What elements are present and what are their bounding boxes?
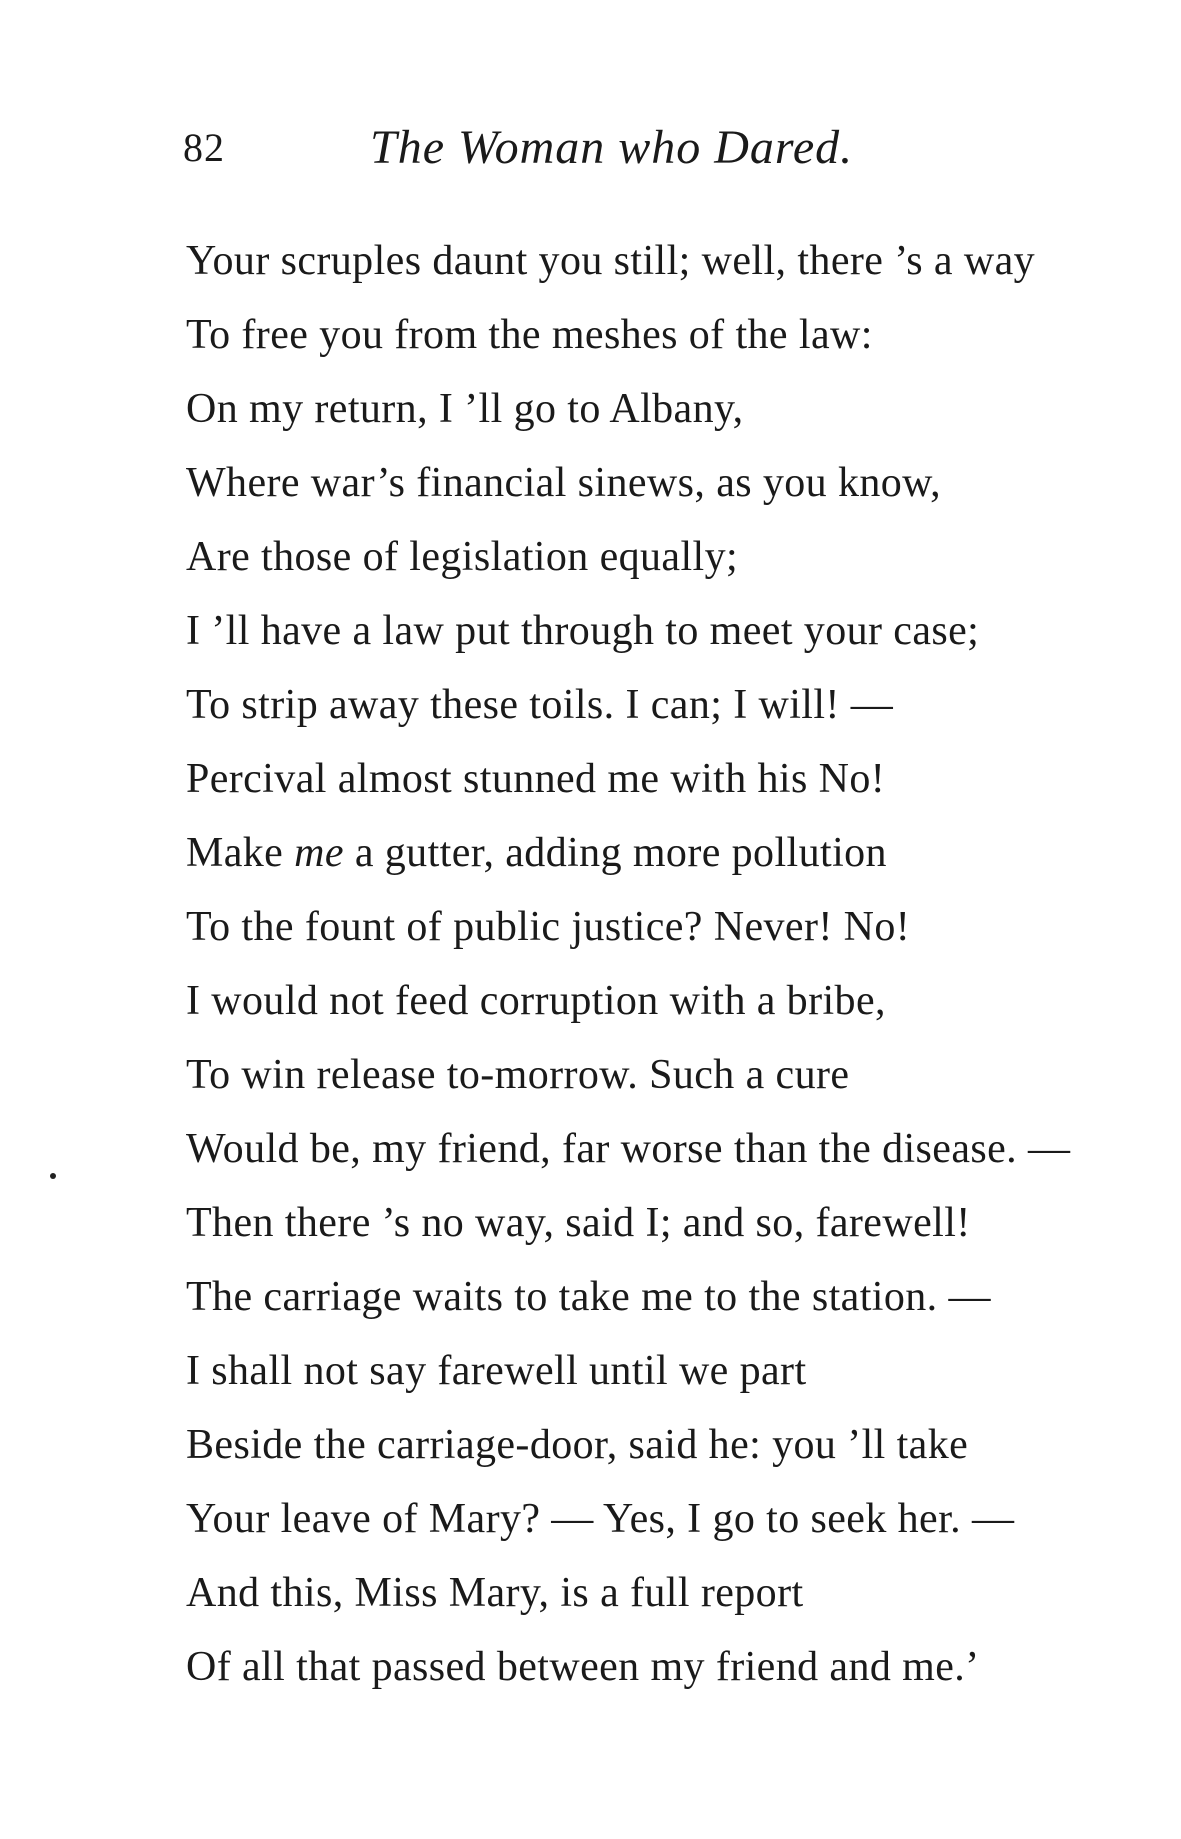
running-title: The Woman who Dared.: [370, 121, 854, 174]
poem-line: Your scruples daunt you still; well, there ’s a way: [186, 238, 1036, 284]
poem-line: To the fount of public justice? Never! No!: [186, 904, 911, 950]
poem-line: I ’ll have a law put through to meet your case;: [186, 608, 980, 654]
poem-line: To free you from the meshes of the law:: [186, 312, 873, 358]
poem-line: And this, Miss Mary, is a full report: [186, 1570, 804, 1616]
poem-line: I shall not say farewell until we part: [186, 1348, 807, 1394]
italic-word: me: [294, 830, 344, 876]
poem-line: Beside the carriage-door, said he: you ’ll take: [186, 1422, 969, 1468]
poem-line: Are those of legislation equally;: [186, 534, 739, 580]
poem-line-rest: a gutter, adding more pollution: [354, 830, 887, 876]
ink-speck: [50, 1173, 56, 1179]
poem-line: Your leave of Mary? — Yes, I go to seek her. —: [186, 1496, 1015, 1542]
poem-line: Where war’s financial sinews, as you know,: [186, 460, 942, 506]
poem-line-start: Make: [186, 830, 284, 876]
poem-line: To strip away these toils. I can; I will! —: [186, 682, 894, 728]
page-header: [183, 118, 1083, 178]
poem-line: On my return, I ’ll go to Albany,: [186, 386, 744, 432]
poem-line: Of all that passed between my friend and me.’: [186, 1644, 980, 1690]
poem-line: The carriage waits to take me to the station. —: [186, 1274, 991, 1320]
poem-line: I would not feed corruption with a bribe,: [186, 978, 886, 1024]
poem-line: Then there ’s no way, said I; and so, farewell!: [186, 1200, 971, 1246]
poem-line: [186, 816, 1126, 890]
poem-line: Would be, my friend, far worse than the disease. —: [186, 1126, 1071, 1172]
page-number: 82: [183, 125, 225, 170]
poem-text: [186, 224, 1126, 1704]
poem-line: To win release to-morrow. Such a cure: [186, 1052, 850, 1098]
poem-line: Percival almost stunned me with his No!: [186, 756, 886, 802]
